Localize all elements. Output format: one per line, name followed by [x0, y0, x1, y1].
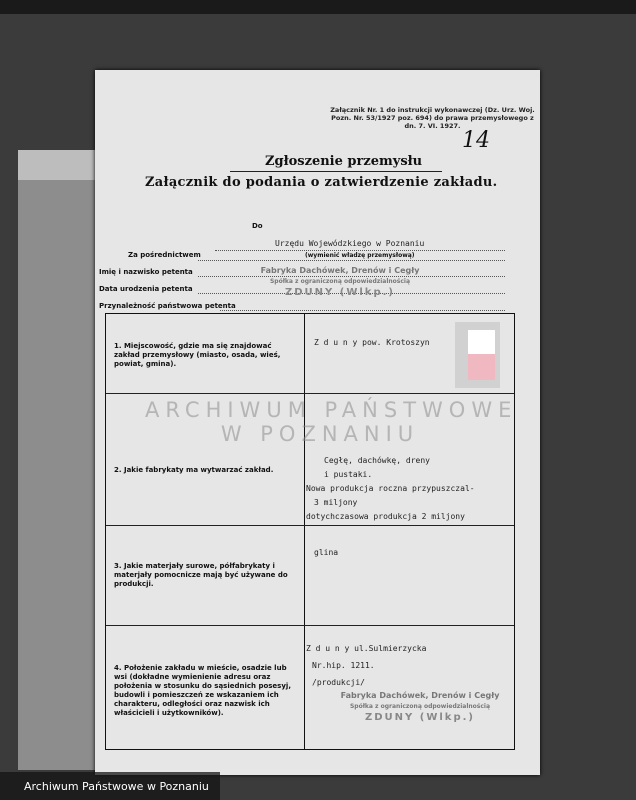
row-answer: Nowa produkcja roczna przypuszczal-: [306, 484, 475, 493]
row-answer: i pustaki.: [324, 470, 373, 479]
row-answer: /produkcji/: [312, 678, 365, 687]
row-answer: 3 miljony: [314, 498, 358, 507]
table-row: [106, 526, 514, 626]
addressee-value: Urzędu Wojewódzkiego w Poznaniu: [275, 239, 425, 248]
stamp-line: ZDUNY (Wlkp.): [365, 712, 475, 723]
row-answer: Nr.hip. 1211.: [312, 661, 375, 670]
row-answer: dotychczasowa produkcja 2 miljony: [306, 512, 465, 521]
table-row: [106, 626, 514, 748]
addressee-hint: (wymienić władzę przemysłową): [305, 252, 415, 259]
stamp-line: Fabryka Dachówek, Drenów i Cegły: [340, 691, 500, 700]
table-row: [106, 314, 514, 394]
row-question: 3. Jakie materjały surowe, półfabrykaty i materjały pomocnicze mają być używane do produkcji.: [114, 562, 288, 588]
row-question: 1. Miejscowość, gdzie ma się znajdować zakład przemysłowy (miasto, osada, wieś, powiat, gmina).: [114, 342, 281, 368]
stamp-line: ZDUNY (Wlkp.): [285, 287, 395, 298]
field-line: [198, 260, 505, 261]
row-question: 4. Położenie zakładu w mieście, osadzie lub wsi (dokładne wymienienie adresu oraz położenia w stosunku do sąsiednich posesyj, budowli i pomieszczeń ze wskazaniem ich charakteru, odległości oraz nazwisk ich właścicieli i użytkowników).: [114, 664, 291, 717]
form-table: [105, 313, 518, 750]
row-answer: glina: [314, 548, 339, 557]
field-label-name: Imię i nazwisko petenta: [99, 268, 193, 276]
stamp-line: Fabryka Dachówek, Drenów i Cegły: [260, 266, 420, 275]
company-stamp: [250, 265, 430, 298]
archive-caption: Archiwum Państwowe w Poznaniu: [0, 772, 220, 800]
adjacent-page-strip: [18, 150, 100, 770]
archive-logo: [455, 322, 500, 388]
watermark-line: ARCHIWUM PAŃSTWOWE: [145, 398, 518, 422]
document-subtitle: Załącznik do podania o zatwierdzenie zakładu.: [145, 175, 498, 190]
field-label-birthdate: Data urodzenia petenta: [99, 285, 193, 293]
row-question: 2. Jakie fabrykaty ma wytwarzać zakład.: [114, 466, 274, 474]
field-label-citizenship: Przynależność państwowa petenta: [99, 302, 236, 310]
row-answer: Z d u n y ul.Sulmierzycka: [306, 644, 427, 653]
addressee-label: Do: [252, 222, 263, 230]
adjacent-page-edge: [18, 150, 100, 180]
form-annex-note: Załącznik Nr. 1 do instrukcji wykonawczej (Dz. Urz. Woj. Pozn. Nr. 53/1927 poz. 694) do prawa przemysłowego z dn. 7. VI. 1927.: [330, 106, 535, 130]
stamp-line: Spółka z ograniczoną odpowiedzialnością: [269, 278, 411, 285]
stamp-line: Spółka z ograniczoną odpowiedzialnością: [349, 703, 491, 710]
film-edge: [0, 0, 636, 14]
addressee-line: [215, 250, 505, 251]
field-line: [220, 310, 505, 311]
document-title: Zgłoszenie przemysłu: [230, 154, 442, 172]
archive-watermark: [145, 398, 518, 446]
row-answer: Z d u n y pow. Krotoszyn: [314, 338, 430, 347]
company-stamp-bottom: [330, 690, 510, 723]
field-label-intermediary: Za pośrednictwem: [128, 251, 201, 259]
watermark-line: W POZNANIU: [220, 422, 420, 446]
row-answer: Cegłę, dachówkę, dreny: [324, 456, 430, 465]
handwritten-page-number: 14: [462, 128, 490, 153]
